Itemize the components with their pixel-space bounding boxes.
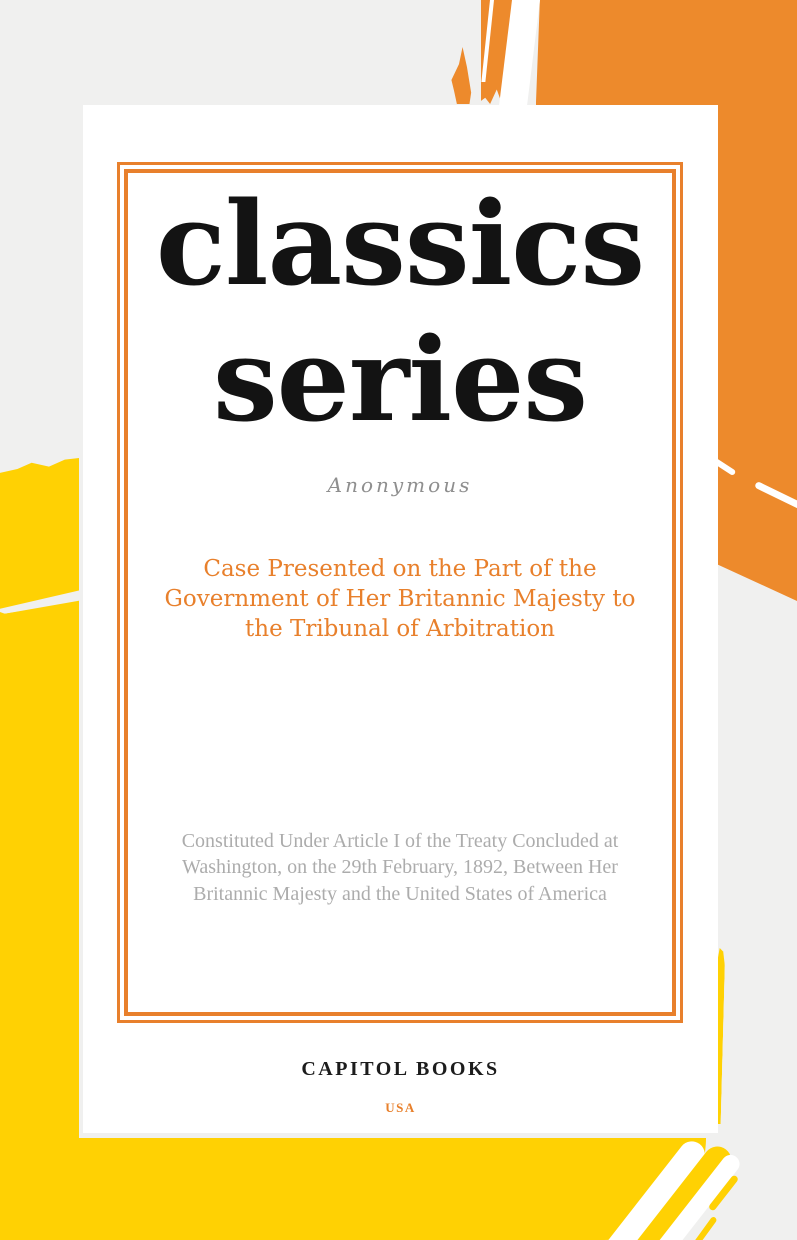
publisher-country: USA <box>385 1100 416 1115</box>
book-title: Case Presented on the Part of the Government of Her Britannic Majesty to the Tribunal of Arbitration <box>164 556 636 642</box>
double-border-frame <box>117 162 683 1023</box>
author-name: Anonymous <box>327 473 473 497</box>
double-border-frame-inner <box>124 169 676 1016</box>
yellow-brush-column <box>0 458 79 1240</box>
series-title: classics series <box>155 177 645 448</box>
yellow-brush-bottom-band <box>0 1138 706 1240</box>
publisher-name: CAPITOL BOOKS <box>301 1058 500 1080</box>
orange-brush-flick <box>451 47 472 104</box>
cover-card <box>83 105 718 1133</box>
imprint-subtitle: Constituted Under Article I of the Treaty Concluded at Washington, on the 29th February, 1892, Between Her Britannic Majesty and the United States of America <box>181 830 619 905</box>
